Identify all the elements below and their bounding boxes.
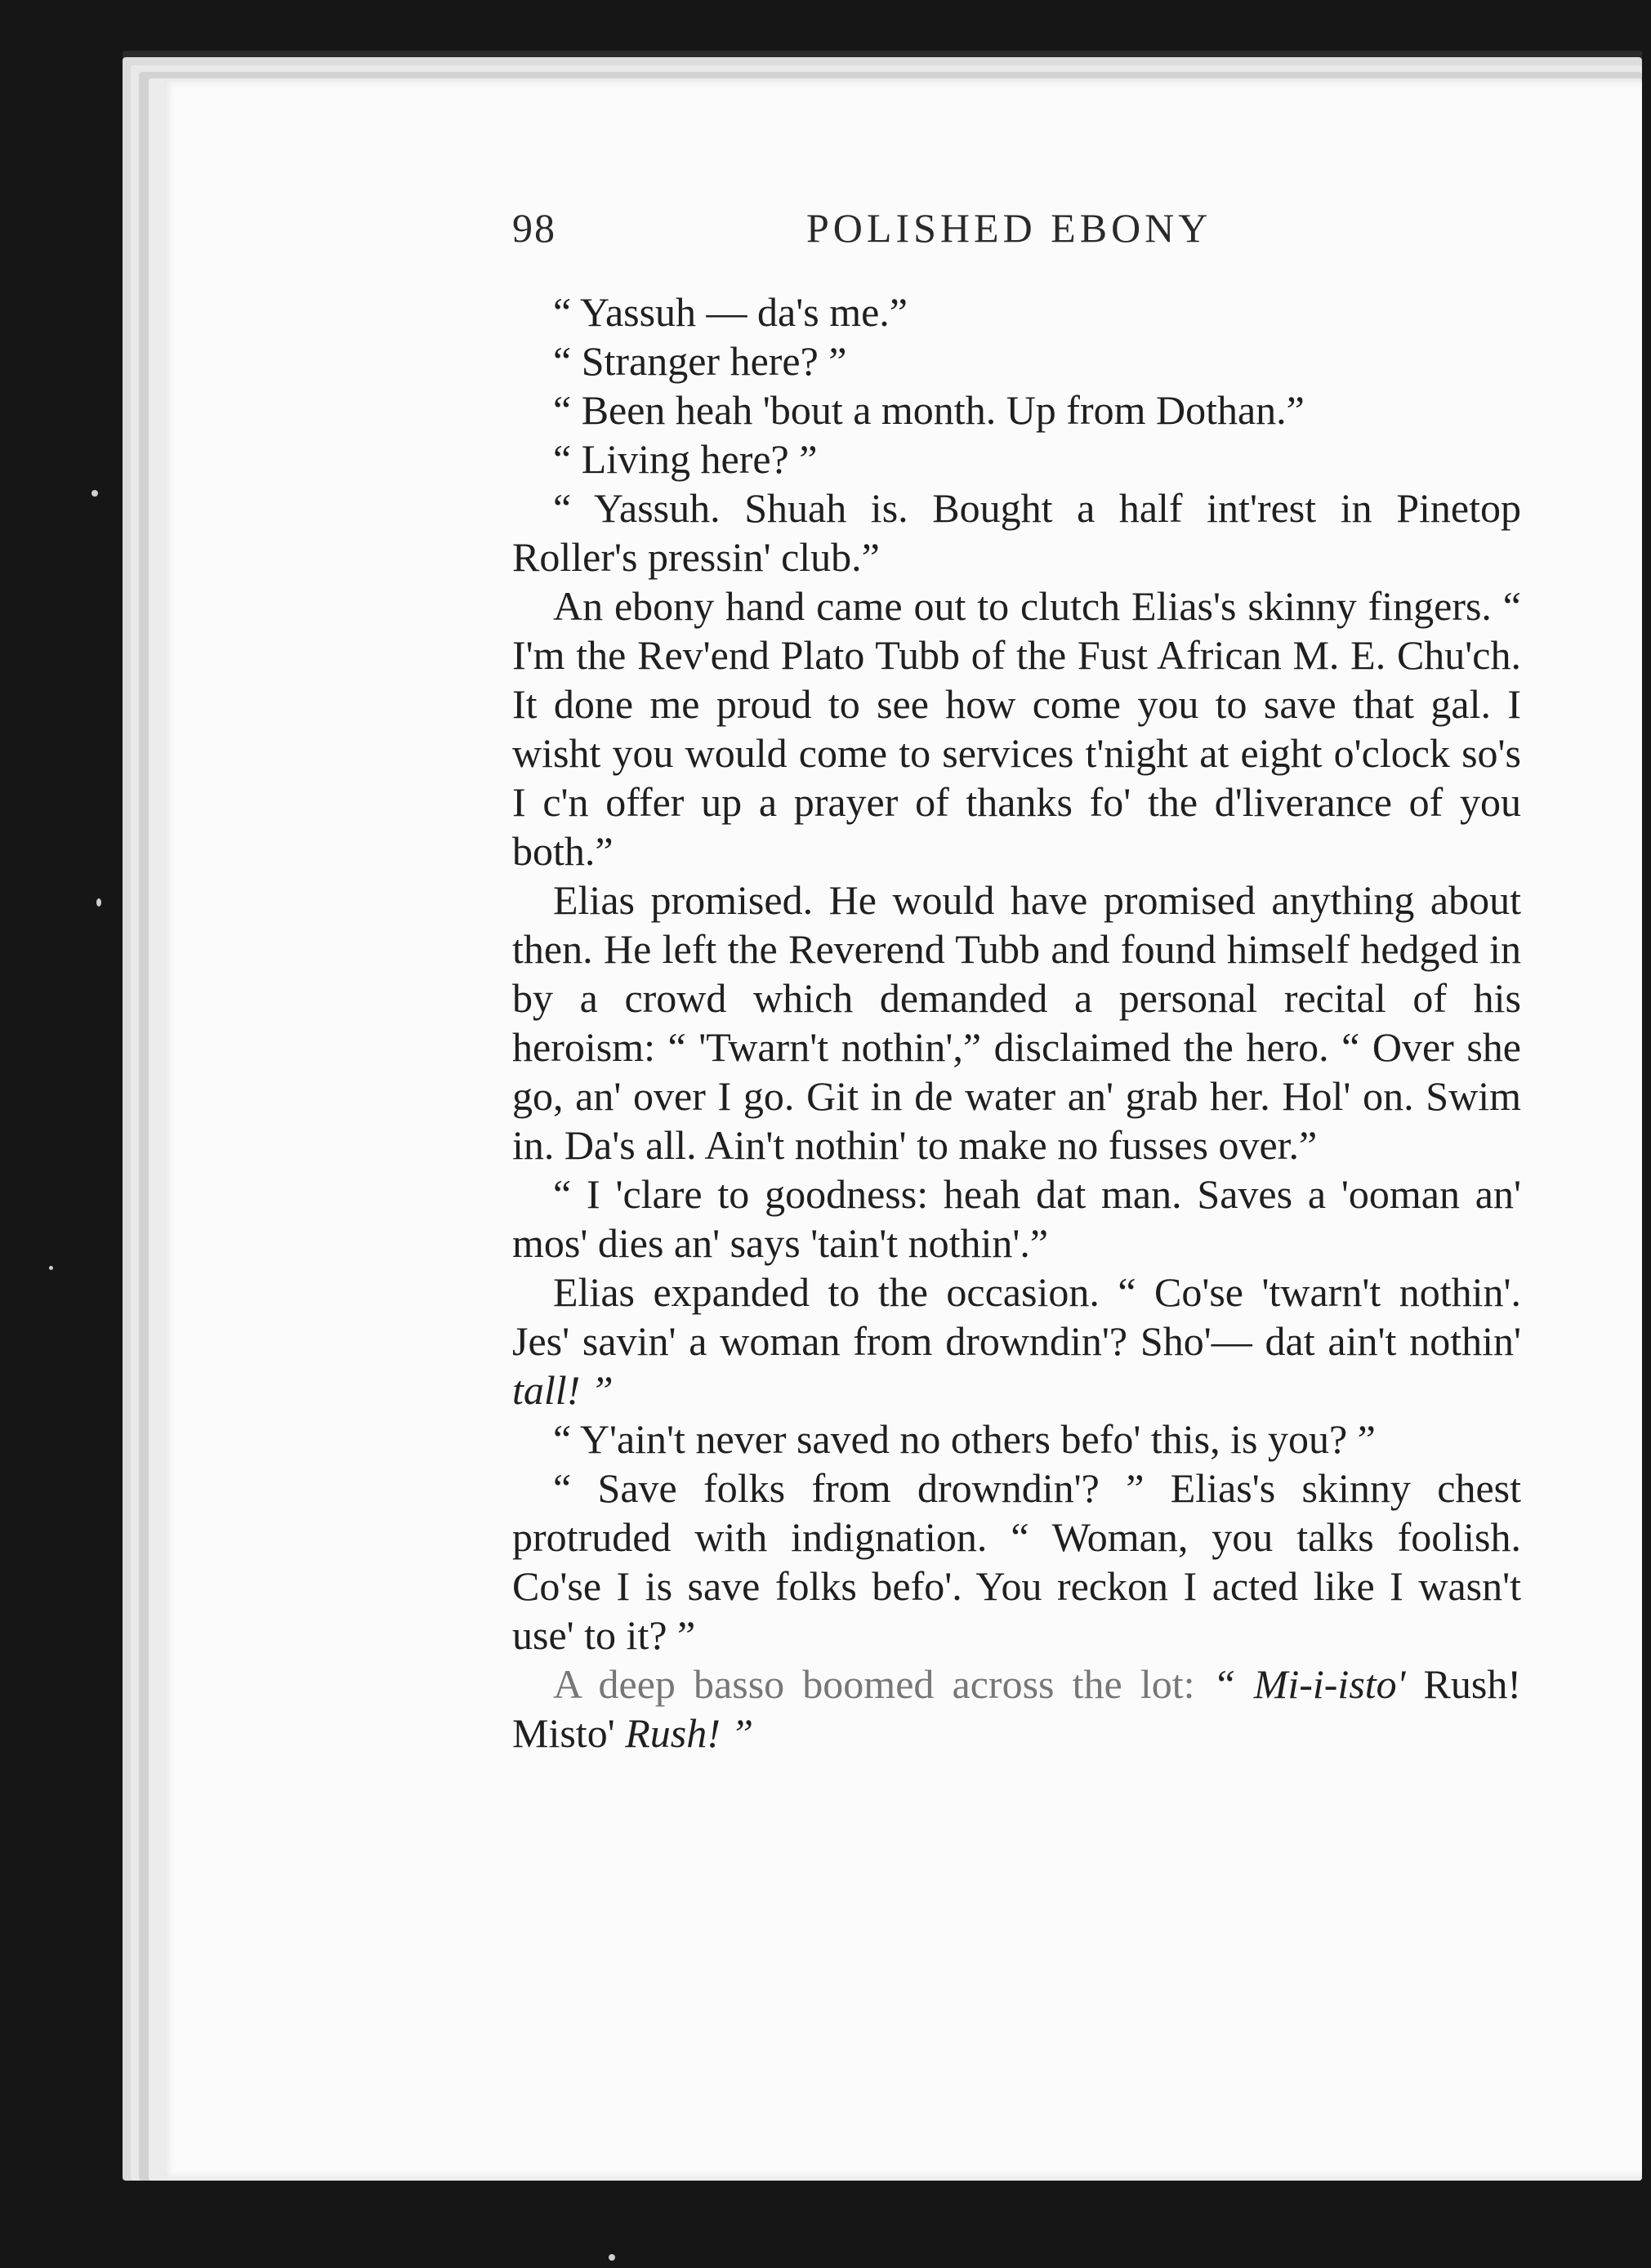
paragraph: “ Living here? ” (553, 436, 818, 482)
paragraph: “ I 'clare to goodness: heah dat man. Saves a 'ooman an' mos' dies an' says 'tain't nothin'.” (512, 1171, 1521, 1266)
running-title: POLISHED EBONY (806, 205, 1212, 251)
italic-text: Rush! ” (625, 1710, 754, 1756)
paragraph: A deep basso boomed across the lot: “ Mi-i-isto' Rush! Misto' Rush! ” (512, 1661, 1521, 1756)
paragraph: “ Save folks from drowndin'? ” Elias's skinny chest protruded with indignation. “ Woman, you talks foolish. Co'se I is save folks befo'. You reckon I acted like I wasn't use' to it? ” (512, 1465, 1521, 1658)
paragraph: “ Been heah 'bout a month. Up from Dothan.” (553, 387, 1305, 433)
page-number: 98 (512, 205, 556, 251)
italic-text: tall! ” (512, 1367, 614, 1413)
paragraph: Elias expanded to the occasion. “ Co'se 'twarn't nothin'. Jes' savin' a woman from drowndin'? Sho'— dat ain't nothin' tall! ” (512, 1269, 1521, 1413)
body-text (512, 287, 1521, 1758)
paragraph: “ Y'ain't never saved no others befo' this, is you? ” (553, 1416, 1376, 1462)
paragraph: An ebony hand came out to clutch Elias's skinny fingers. “ I'm the Rev'end Plato Tubb of the Fust African M. E. Chu'ch. It done me proud to see how come you to save that gal. I wisht you would come to services t'night at eight o'clock so's I c'n offer up a prayer of thanks fo' the d'liverance of you both.” (512, 583, 1521, 874)
paragraph: “ Stranger here? ” (553, 338, 847, 384)
paragraph: “ Yassuh — da's me.” (553, 289, 908, 335)
paragraph: “ Yassuh. Shuah is. Bought a half int'rest in Pinetop Roller's pressin' club.” (512, 485, 1521, 580)
italic-text: “ Mi-i-isto' (1212, 1661, 1406, 1707)
paragraph: Elias promised. He would have promised anything about then. He left the Reverend Tubb and found himself hedged in by a crowd which demanded a personal recital of his heroism: “ 'Twarn't nothin',” disclaimed the hero. “ Over she go, an' over I go. Git in de water an' grab her. Hol' on. Swim in. Da's all. Ain't nothin' to make no fusses over.” (512, 877, 1521, 1168)
running-header (512, 204, 1525, 261)
